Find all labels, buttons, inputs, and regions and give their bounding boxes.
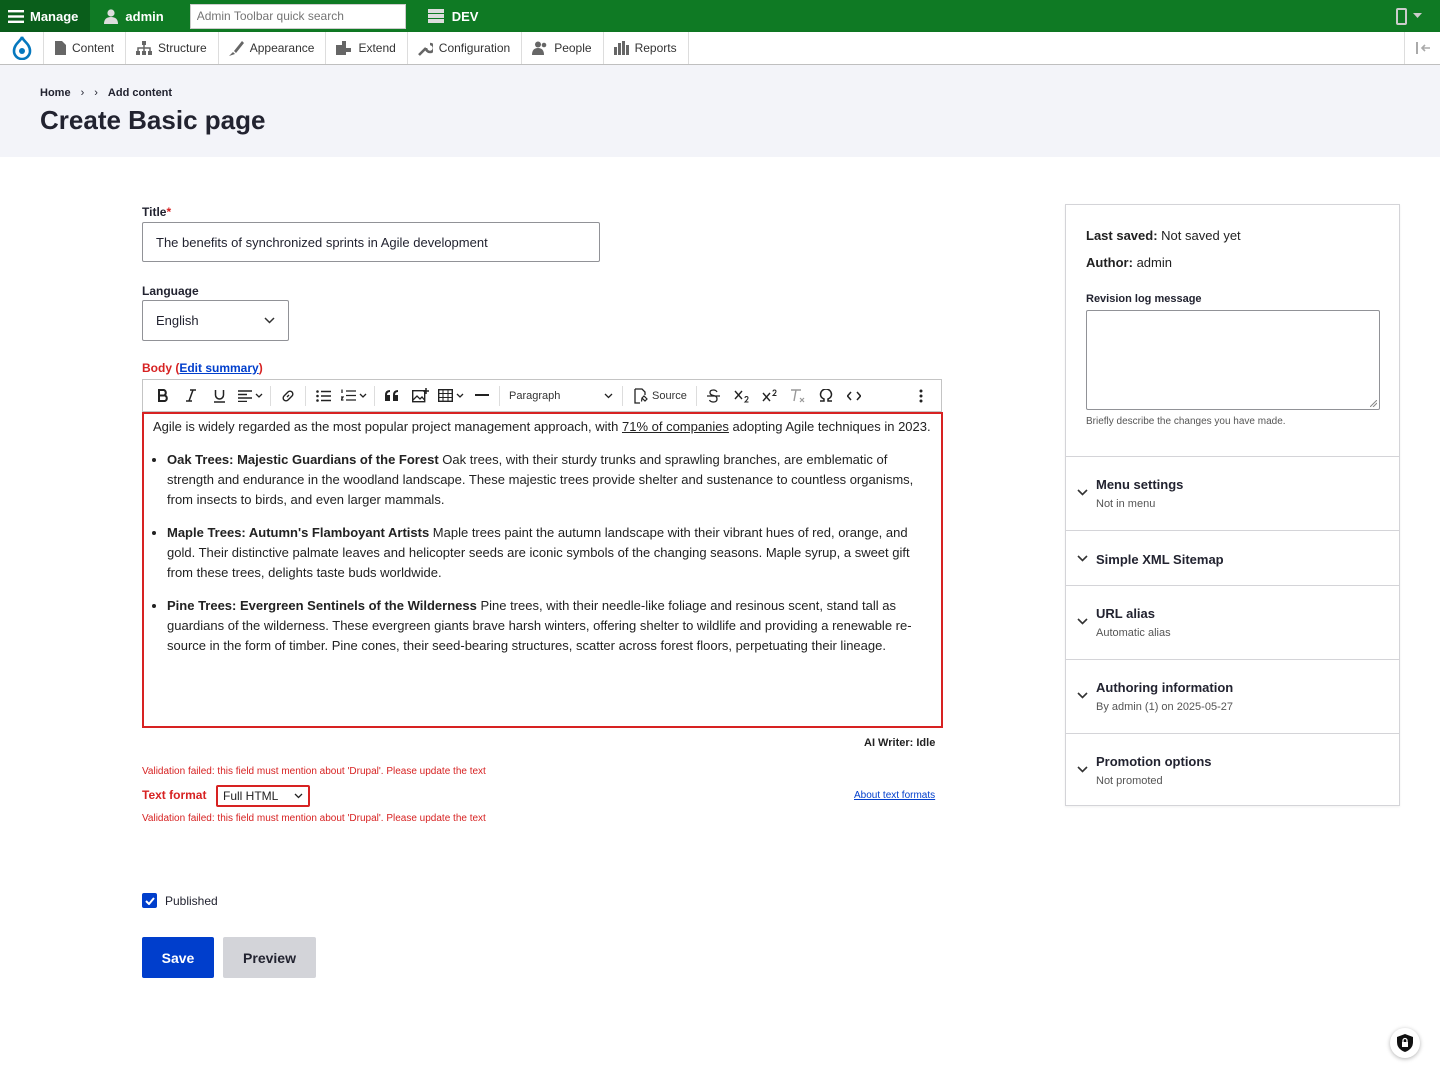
accordion-summary: Automatic alias xyxy=(1096,627,1171,639)
chevron-down-icon xyxy=(264,317,275,324)
collapse-arrow-icon xyxy=(1415,42,1431,54)
tray-item-label: Content xyxy=(72,41,115,55)
toolbar-separator xyxy=(499,386,500,406)
strikethrough-icon xyxy=(707,389,720,403)
environment-tab[interactable] xyxy=(428,9,479,24)
language-select[interactable] xyxy=(142,300,289,341)
code-icon xyxy=(847,391,861,401)
security-shield-button[interactable] xyxy=(1390,1028,1420,1058)
required-mark: * xyxy=(166,205,172,219)
author xyxy=(1086,255,1172,270)
wrench-icon xyxy=(418,41,433,56)
people-icon xyxy=(532,41,548,55)
published-field xyxy=(142,893,218,908)
accordion-summary: Not in menu xyxy=(1096,498,1156,510)
accordion-summary: By admin (1) on 2025-05-27 xyxy=(1096,701,1233,713)
page-header xyxy=(0,65,1440,157)
underline-button[interactable] xyxy=(205,383,233,409)
admin-tray xyxy=(0,32,1440,65)
meta-sidebar xyxy=(1065,204,1400,806)
chevron-down-icon xyxy=(294,793,303,799)
user-tab[interactable] xyxy=(90,0,177,32)
italic-icon xyxy=(186,389,196,402)
save-button[interactable]: Save xyxy=(142,937,214,978)
blockquote-button[interactable] xyxy=(378,383,406,409)
quote-icon xyxy=(385,390,399,401)
accordion-title: Simple XML Sitemap xyxy=(1096,552,1224,567)
bulleted-list-icon xyxy=(316,390,331,402)
accordion-menu-settings[interactable] xyxy=(1066,456,1399,530)
language-label: Language xyxy=(142,284,199,298)
author-label: Author: xyxy=(1086,255,1133,270)
manage-label: Manage xyxy=(30,8,79,24)
drupal-logo-link[interactable] xyxy=(0,32,44,64)
accordion-url-alias[interactable] xyxy=(1066,585,1399,659)
text-format-label: Text format xyxy=(142,788,207,802)
environment-label: DEV xyxy=(451,8,479,24)
tray-item-label: Appearance xyxy=(249,41,315,55)
body-label-text: Body xyxy=(142,361,172,375)
title-label xyxy=(142,205,171,219)
format-error-message: Validation failed: this field must mention about 'Drupal'. Please update the text xyxy=(142,813,486,824)
bulleted-list-button[interactable] xyxy=(309,383,337,409)
subscript-icon xyxy=(734,389,750,403)
remove-format-button[interactable] xyxy=(784,383,812,409)
list-item-heading: Oak Trees: Majestic Guardians of the Forest xyxy=(167,452,439,467)
tray-item-configuration[interactable] xyxy=(408,32,522,64)
chevron-down-icon xyxy=(604,393,613,399)
admin-toolbar xyxy=(0,0,1440,32)
title-label-text: Title xyxy=(142,205,167,219)
last-saved-value: Not saved yet xyxy=(1161,228,1241,243)
source-label: Source xyxy=(652,389,687,402)
title-input[interactable]: The benefits of synchronized sprints in Agile development xyxy=(142,222,600,262)
tray-item-label: Extend xyxy=(358,41,396,55)
accordion-simple-xml-sitemap[interactable] xyxy=(1066,530,1399,585)
toolbar-separator xyxy=(305,386,306,406)
breadcrumb-current[interactable]: Add content xyxy=(107,87,173,99)
numbered-list-icon xyxy=(341,389,356,402)
reports-icon xyxy=(614,41,629,55)
chevron-down-icon xyxy=(1077,489,1088,496)
intro-text: Agile is widely regarded as the most popular project management approach, with xyxy=(153,419,622,434)
ai-writer-value: Idle xyxy=(916,737,936,749)
device-icon xyxy=(1396,8,1407,25)
list-item-heading: Pine Trees: Evergreen Sentinels of the Wilderness xyxy=(167,598,477,613)
bold-button[interactable] xyxy=(149,383,177,409)
checkmark-icon xyxy=(145,897,155,905)
more-options-button[interactable] xyxy=(907,383,935,409)
paragraph-format-value: Paragraph xyxy=(509,389,561,402)
superscript-button[interactable] xyxy=(756,383,784,409)
link-button[interactable] xyxy=(274,383,302,409)
body-error-message: Validation failed: this field must mention about 'Drupal'. Please update the text xyxy=(142,766,486,777)
list-item xyxy=(167,523,932,583)
tray-item-content[interactable] xyxy=(44,32,126,64)
body-label: Body (Edit summary) xyxy=(142,361,263,375)
edit-summary-link[interactable]: Edit summary xyxy=(179,361,259,375)
resize-handle-icon[interactable] xyxy=(1370,400,1377,407)
companies-link[interactable]: 71% of companies xyxy=(621,419,729,434)
list-item xyxy=(167,450,932,510)
list-item-text: Oak trees, with their sturdy trunks and sprawling branches, are emblematic of strength and endurance in the woodland landscape. These majestic trees provide shelter and sustenance to countless organisms, from insects to birds, and even larger mammals. xyxy=(167,452,914,507)
revision-log-label: Revision log message xyxy=(1086,293,1202,305)
tray-item-label: People xyxy=(554,41,592,55)
body-intro xyxy=(153,417,932,437)
hamburger-icon xyxy=(8,10,24,23)
source-icon xyxy=(632,388,648,404)
accordion-title: Authoring information xyxy=(1096,680,1234,695)
table-icon xyxy=(438,389,453,402)
tray-item-people[interactable] xyxy=(522,32,603,64)
tray-item-label: Reports xyxy=(634,41,677,55)
strikethrough-button[interactable] xyxy=(700,383,728,409)
horizontal-line-icon xyxy=(475,394,489,397)
breadcrumb-separator: › xyxy=(80,87,85,99)
superscript-icon xyxy=(762,389,778,403)
body-list xyxy=(153,450,932,656)
author-value: admin xyxy=(1136,255,1172,270)
link-icon xyxy=(281,389,295,403)
about-text-formats-link[interactable]: About text formats xyxy=(854,790,936,801)
underline-icon xyxy=(214,389,225,403)
accordion-title: Promotion options xyxy=(1096,754,1212,769)
language-value: English xyxy=(156,313,199,328)
preview-button[interactable]: Preview xyxy=(223,937,316,978)
tray-item-label: Structure xyxy=(158,41,207,55)
shield-lock-icon xyxy=(1396,1033,1414,1053)
numbered-list-dropdown[interactable] xyxy=(337,383,371,409)
list-item-text: Maple trees paint the autumn landscape with their vibrant hues of red, orange, and gold. Their distinctive palmate leaves and helicopter seeds are iconic symbols of the changing seasons. Maple syrup, a sweet gift from these trees, delights taste buds worldwide. xyxy=(167,525,910,580)
accordion-summary: Not promoted xyxy=(1096,775,1163,787)
table-dropdown[interactable] xyxy=(434,383,468,409)
remove-format-icon xyxy=(790,389,805,403)
breadcrumb-separator: › xyxy=(94,87,98,99)
omega-icon xyxy=(819,389,833,402)
chevron-down-icon xyxy=(1077,692,1088,699)
list-item-heading: Maple Trees: Autumn's Flamboyant Artists xyxy=(167,525,430,540)
horizontal-line-button[interactable] xyxy=(468,383,496,409)
page-title: Create Basic page xyxy=(40,105,266,135)
italic-button[interactable] xyxy=(177,383,205,409)
accordion-authoring-information[interactable] xyxy=(1066,659,1399,733)
tray-item-structure[interactable] xyxy=(126,32,219,64)
published-label: Published xyxy=(165,893,218,908)
source-button[interactable] xyxy=(626,383,693,409)
editor-toolbar xyxy=(142,379,942,412)
paragraph-format-dropdown[interactable] xyxy=(503,383,619,409)
text-format-select[interactable] xyxy=(216,785,310,807)
breadcrumb xyxy=(40,87,172,99)
text-format-value: Full HTML xyxy=(223,789,279,803)
revision-log-help: Briefly describe the changes you have made. xyxy=(1086,416,1286,427)
user-icon xyxy=(104,9,118,24)
tray-item-reports[interactable] xyxy=(604,32,689,64)
chevron-down-icon xyxy=(1077,618,1088,625)
toolbar-separator xyxy=(270,386,271,406)
user-label: admin xyxy=(125,8,164,24)
revision-log-textarea[interactable] xyxy=(1086,310,1380,410)
appearance-icon xyxy=(229,41,244,56)
last-saved xyxy=(1086,228,1241,243)
chevron-down-icon xyxy=(255,393,263,398)
image-button[interactable] xyxy=(406,383,434,409)
extend-icon xyxy=(336,41,352,55)
chevron-down-icon xyxy=(1077,555,1088,562)
published-checkbox[interactable] xyxy=(142,893,157,908)
body-editor[interactable] xyxy=(142,412,943,728)
align-dropdown[interactable] xyxy=(233,383,267,409)
intro-text-end: adopting Agile techniques in 2023. xyxy=(728,419,931,434)
content-icon xyxy=(54,41,66,55)
toolbar-separator xyxy=(696,386,697,406)
list-item xyxy=(167,596,932,656)
accordion-title: URL alias xyxy=(1096,606,1156,621)
tray-item-label: Configuration xyxy=(438,41,511,55)
chevron-down-icon xyxy=(456,393,464,398)
accordion-title: Menu settings xyxy=(1096,477,1184,492)
tray-item-appearance[interactable] xyxy=(219,32,327,64)
chevron-down-icon xyxy=(1077,766,1088,773)
code-button[interactable] xyxy=(840,383,868,409)
image-icon xyxy=(412,388,429,403)
orientation-toggle[interactable] xyxy=(1396,8,1422,25)
last-saved-label: Last saved: xyxy=(1086,228,1158,243)
ai-writer-label: AI Writer: xyxy=(864,737,914,749)
toolbar-separator xyxy=(622,386,623,406)
toolbar-separator xyxy=(374,386,375,406)
subscript-button[interactable] xyxy=(728,383,756,409)
special-characters-button[interactable] xyxy=(812,383,840,409)
bold-icon xyxy=(158,389,169,402)
chevron-down-icon xyxy=(359,393,367,398)
list-item-text: Pine trees, with their needle-like foliage and resinous scent, stand tall as guardians of the wilderness. These evergreen giants brave harsh winters, offering shelter to wildlife and providing a renewable resource in the form of timber. Pine cones, their seed-bearing structures, scatter across forest floors, perpetuating their lineage. xyxy=(167,598,912,653)
breadcrumb-home[interactable]: Home xyxy=(40,87,71,99)
structure-icon xyxy=(136,41,152,55)
toolbar-search-input[interactable] xyxy=(190,4,406,29)
server-icon xyxy=(428,9,444,23)
tray-item-extend[interactable] xyxy=(326,32,407,64)
manage-tab[interactable] xyxy=(0,0,90,32)
tray-collapse-toggle[interactable] xyxy=(1404,32,1440,64)
drupal-logo-icon xyxy=(12,36,32,60)
ai-writer-status xyxy=(864,737,935,749)
accordion-promotion-options[interactable] xyxy=(1066,733,1399,805)
caret-down-icon xyxy=(1413,13,1422,19)
align-left-icon xyxy=(238,390,252,402)
vertical-dots-icon xyxy=(919,389,923,403)
